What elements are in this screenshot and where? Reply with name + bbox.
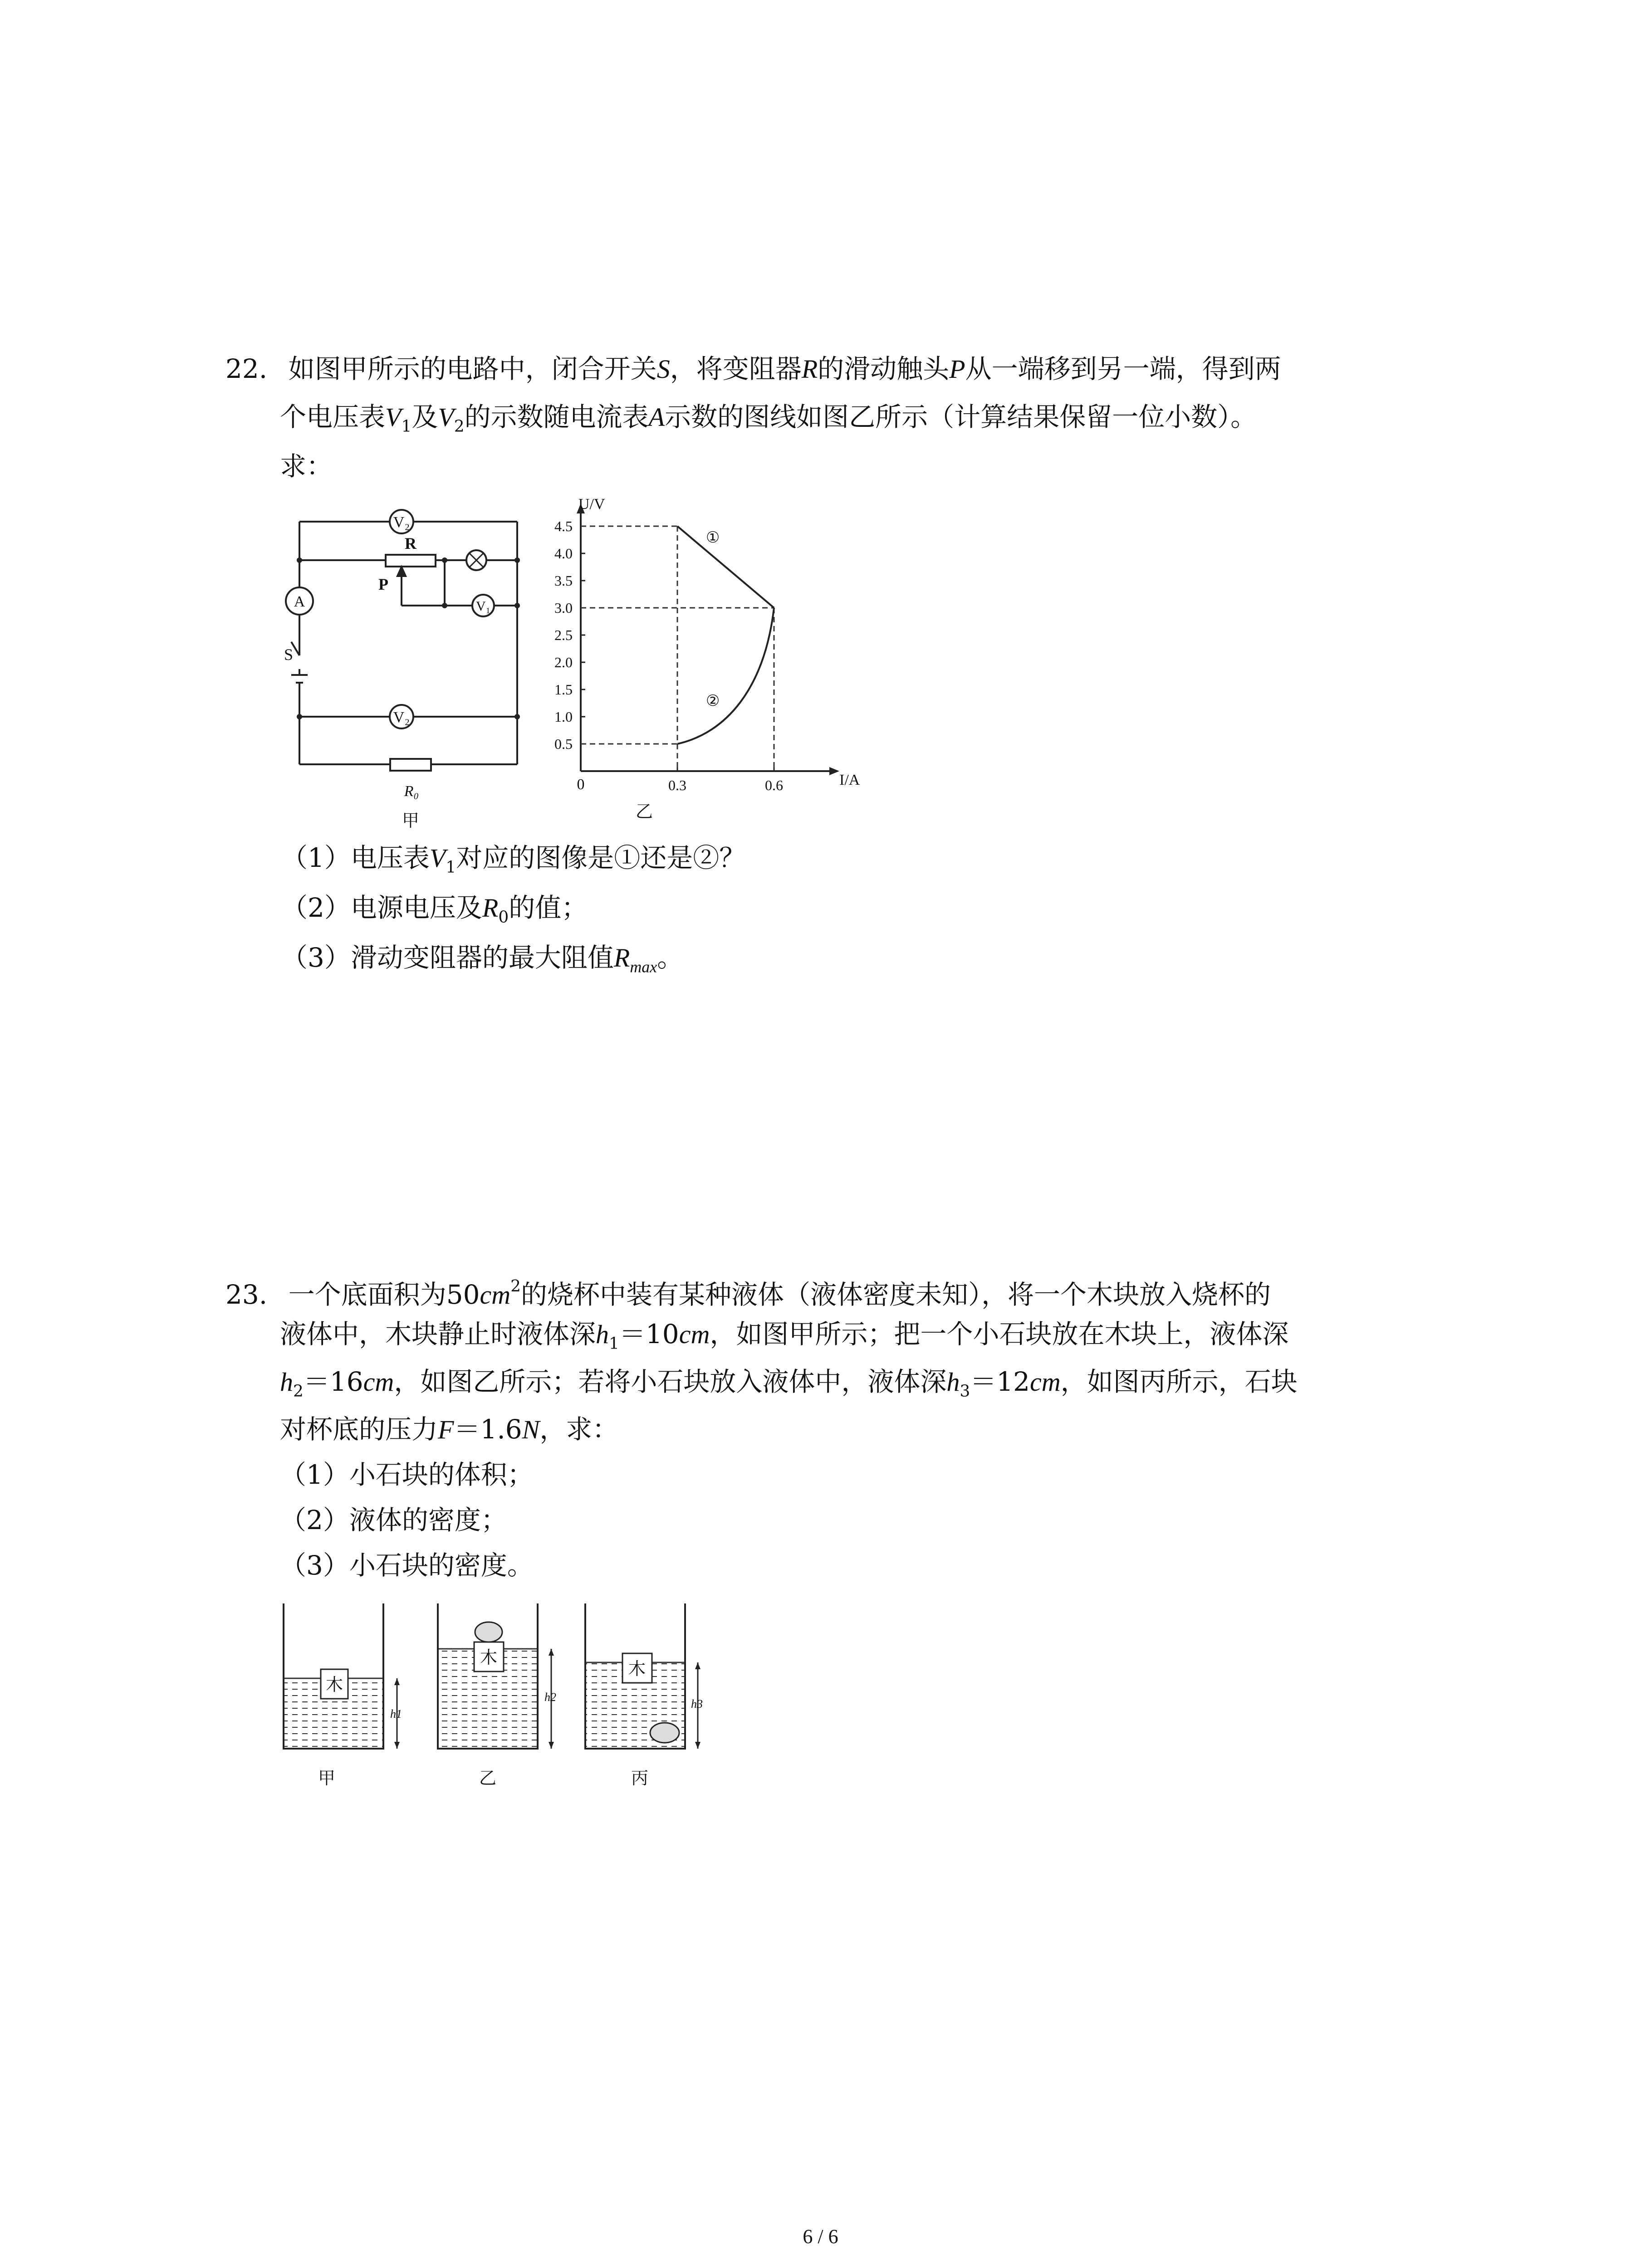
sub-text: 。 (657, 942, 684, 973)
x-axis-arrow (829, 767, 839, 775)
y-tick-label: 1.0 (554, 709, 573, 725)
sub-text: （1）小石块的体积； (280, 1459, 534, 1490)
resistor-symbol: R (613, 943, 630, 973)
q22-text: 个电压表 (280, 401, 386, 432)
v-lower-label: V₂ (393, 709, 410, 726)
voltmeter-symbol: V (438, 402, 454, 432)
q22-text: 从一端移到另一端，得到两 (965, 353, 1281, 384)
sub-text: （3）滑动变阻器的最大阻值 (281, 942, 614, 973)
q23-line4 (280, 1413, 618, 1446)
q23-line2 (280, 1318, 1288, 1360)
unit: cm (1030, 1367, 1061, 1397)
voltmeter-symbol: V (429, 843, 446, 873)
sub-text: 的值； (509, 892, 588, 923)
q23-line1 (225, 1270, 1271, 1311)
subscript: 2 (293, 1382, 304, 1401)
x-tick-label: 0.6 (765, 777, 783, 793)
y-tick-label: 4.5 (554, 518, 573, 534)
q23-sub3 (280, 1549, 534, 1582)
p-label: P (378, 575, 388, 593)
r-label: R (405, 534, 416, 552)
wood-label: 木 (480, 1648, 498, 1667)
superscript: 2 (510, 1277, 521, 1295)
sub-text: （3）小石块的密度。 (280, 1550, 534, 1581)
q22-sub2 (281, 891, 588, 934)
subscript: 1 (609, 1334, 619, 1353)
unit: cm (363, 1367, 394, 1397)
h3-label: h3 (691, 1697, 703, 1711)
q22-sub3 (281, 941, 683, 983)
h1-label: h1 (390, 1707, 402, 1721)
slider-symbol: P (949, 354, 965, 384)
q22-text: 示数的图线如图乙所示（计算结果保留一位小数）。 (665, 401, 1257, 432)
ui-graph (526, 494, 871, 830)
q22-text: 及 (411, 401, 438, 432)
graph-x-label: I/A (839, 772, 860, 788)
number: ＝16 (303, 1366, 363, 1397)
v2-label: V₂ (393, 514, 410, 531)
sub-text: （2）电源电压及 (281, 892, 482, 923)
q22-text: 如图甲所示的电路中，闭合开关 (288, 353, 657, 384)
h2-label: h2 (544, 1691, 556, 1704)
q23-text: ，如图乙所示；若将小石块放入液体中，液体深 (394, 1366, 947, 1397)
subscript: 0 (498, 908, 509, 927)
subscript: 1 (401, 417, 412, 436)
y-tick-label: 3.5 (554, 572, 573, 589)
number: 50 (446, 1279, 480, 1310)
q23-line3 (280, 1365, 1298, 1408)
q23-text: ，求： (539, 1414, 619, 1445)
y-tick-label: 1.5 (554, 681, 573, 698)
y-tick-label: 2.0 (554, 654, 573, 670)
s-label: S (284, 645, 294, 664)
rheostat-symbol: R (801, 354, 818, 384)
curve-2-label: ② (705, 693, 720, 709)
graph-caption: 乙 (635, 802, 653, 821)
stone-icon (650, 1723, 679, 1743)
sub-text: 对应的图像是①还是②？ (456, 842, 746, 873)
curve-1 (677, 526, 774, 608)
circuit-caption: 甲 (402, 811, 420, 831)
height-symbol: h (946, 1367, 960, 1397)
q22-line1 (225, 352, 1281, 386)
q22-text: 求： (280, 451, 333, 482)
curve-1-label: ① (705, 529, 720, 546)
q22-text: 的示数随电流表 (464, 401, 649, 432)
force-symbol: F (438, 1415, 454, 1444)
q22-number: 22. (225, 353, 268, 384)
q22-text: 的滑动触头 (818, 353, 950, 384)
number: ＝1.6 (454, 1414, 522, 1445)
wood-label: 木 (325, 1676, 343, 1695)
q23-sub1 (280, 1458, 534, 1491)
beaker-caption: 甲 (318, 1769, 336, 1788)
subscript: max (630, 958, 657, 976)
unit: cm (480, 1280, 511, 1310)
graph-y-label: U/V (578, 496, 605, 513)
x-tick-label: 0.3 (668, 777, 686, 793)
q23-number: 23. (225, 1279, 268, 1310)
number: ＝12 (970, 1366, 1030, 1397)
r0-label: R₀ (404, 783, 419, 800)
y-tick-label: 2.5 (554, 627, 573, 643)
beaker-caption: 丙 (631, 1769, 649, 1788)
q23-text: ，如图甲所示；把一个小石块放在木块上，液体深 (710, 1319, 1289, 1349)
q22-line2 (280, 401, 1257, 443)
subscript: 1 (446, 858, 456, 877)
graph-origin: 0 (577, 776, 585, 793)
y-tick-label: 3.0 (554, 600, 573, 616)
unit: N (522, 1415, 540, 1444)
unit: cm (679, 1320, 710, 1349)
v1-label: V₁ (475, 599, 491, 614)
beaker-figures (281, 1603, 735, 1794)
beaker-caption: 乙 (479, 1769, 497, 1788)
q23-text: 一个底面积为 (288, 1279, 446, 1310)
q23-text: 液体中，木块静止时液体深 (280, 1319, 596, 1349)
page-number: 6 / 6 (803, 2225, 838, 2248)
ammeter-symbol: A (648, 402, 665, 432)
q22-sub1 (281, 841, 745, 884)
sub-text: （1）电压表 (281, 842, 430, 873)
q23-sub2 (280, 1504, 507, 1536)
height-symbol: h (280, 1367, 293, 1397)
switch-symbol: S (656, 354, 670, 384)
ammeter-label: A (294, 593, 305, 610)
subscript: 3 (960, 1382, 970, 1401)
q22-text: ，将变阻器 (670, 353, 802, 384)
resistor-symbol: R (482, 893, 499, 923)
beaker-yi (438, 1603, 554, 1749)
q23-text: 的烧杯中装有某种液体（液体密度未知），将一个木块放入烧杯的 (521, 1279, 1271, 1310)
q22-line3 (280, 450, 333, 483)
stone-icon (475, 1622, 502, 1642)
voltmeter-symbol: V (385, 402, 402, 432)
number: ＝10 (619, 1319, 679, 1349)
sub-text: （2）液体的密度； (280, 1505, 507, 1535)
circuit-diagram (281, 503, 535, 830)
height-symbol: h (596, 1320, 609, 1349)
y-tick-label: 0.5 (554, 736, 573, 752)
q23-text: 对杯底的压力 (280, 1414, 438, 1445)
curve-2 (677, 608, 774, 744)
wood-label: 木 (628, 1660, 646, 1679)
q23-text: ，如图丙所示，石块 (1060, 1366, 1298, 1397)
y-tick-label: 4.0 (554, 545, 573, 562)
subscript: 2 (454, 417, 465, 436)
